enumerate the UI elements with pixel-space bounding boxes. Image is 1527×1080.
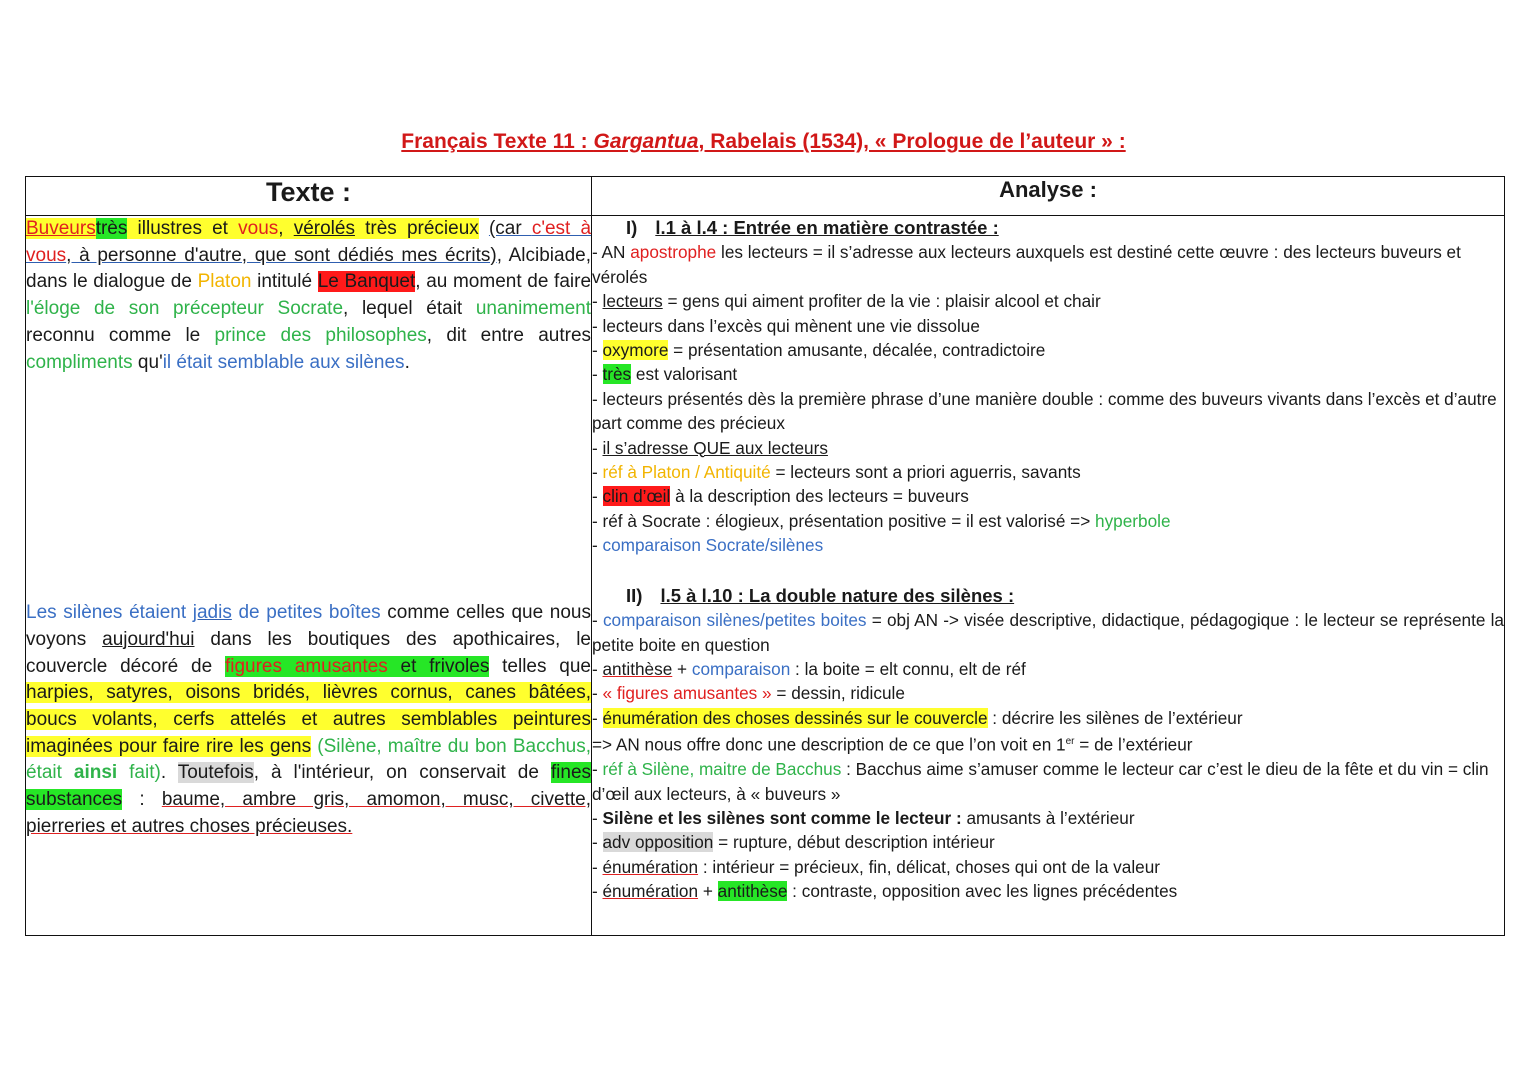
analysis-line: - réf à Platon / Antiquité = lecteurs sont a priori aguerris, savants <box>592 462 1081 483</box>
text-column <box>26 216 592 936</box>
section-spacer <box>592 558 1504 584</box>
analysis-line: => AN nous offre donc une description de ce que l’on voit en 1er = de l’extérieur <box>592 734 1193 755</box>
analysis-line: - lecteurs = gens qui aiment profiter de la vie : plaisir alcool et chair <box>592 291 1101 312</box>
analysis-line: - énumération : intérieur = précieux, fin, délicat, choses qui ont de la valeur <box>592 856 1160 877</box>
table-header-row <box>26 177 1505 216</box>
analysis-line: - Silène et les silènes sont comme le lecteur : amusants à l’extérieur <box>592 808 1135 829</box>
analysis-line: - oxymore = présentation amusante, décalée, contradictoire <box>592 340 1046 361</box>
analysis-line: - comparaison Socrate/silènes <box>592 535 824 556</box>
table-body-row <box>26 216 1505 936</box>
analysis-line: - lecteurs présentés dès la première phrase d’une manière double : comme des buveurs vivants dans l’excès et d’autre part comme des précieux <box>592 388 1497 434</box>
analysis-column-header: Analyse : <box>592 177 1505 216</box>
analysis-line: - clin d’œil à la description des lecteurs = buveurs <box>592 486 969 507</box>
analysis-line: - il s’adresse QUE aux lecteurs <box>592 437 828 458</box>
text-column-header: Texte : <box>26 177 592 216</box>
text-paragraph-1: Buveurstrès illustres et vous, vérolés très précieux (car c'est à vous, à personne d'autre, que sont dédiés mes écrits), Alcibiade, dans le dialogue de Platon intitulé Le Banquet, au moment de faire l'éloge de son précepteur Socrate, lequel était unanimement reconnu comme le prince des philosophes, dit entre autres compliments qu'il était semblable aux silènes. <box>26 218 592 373</box>
analysis-line: - énumération des choses dessinés sur le couvercle : décrire les silènes de l’extérieur <box>592 707 1243 728</box>
analysis-table <box>25 176 1505 936</box>
section-heading-1: I) l.1 à l.4 : Entrée en matière contrastée : <box>626 217 999 238</box>
section-heading-2: II) l.5 à l.10 : La double nature des silènes : <box>626 584 1015 606</box>
text-paragraph-2: Les silènes étaient jadis de petites boîtes comme celles que nous voyons aujourd'hui dans les boutiques des apothicaires, le couvercle décoré de figures amusantes et frivoles telles que harpies, satyres, oisons bridés, lièvres cornus, canes bâtées, boucs volants, cerfs attelés et autres semblables peintures imaginées pour faire rire les gens (Silène, maître du bon Bacchus, était ainsi fait). Toutefois, à l'intérieur, on conservait de fines substances : baume, ambre gris, amomon, musc, civette, pierreries et autres choses précieuses. <box>26 602 592 837</box>
analysis-line: - énumération + antithèse : contraste, opposition avec les lignes précédentes <box>592 881 1178 902</box>
page-title: Français Texte 11 : Gargantua, Rabelais (1534), « Prologue de l’auteur » : <box>401 130 1126 153</box>
analysis-line: - réf à Socrate : élogieux, présentation positive = il est valorisé => hyperbole <box>592 510 1171 531</box>
analysis-column <box>592 216 1505 936</box>
analysis-line: - comparaison silènes/petites boites = obj AN -> visée descriptive, didactique, pédagogique : le lecteur se représente la petite boite en question <box>592 610 1504 655</box>
analysis-line: - réf à Silène, maitre de Bacchus : Bacchus aime s’amuser comme le lecteur car c’est le dieu de la fête et du vin = clin d’œil aux lecteurs, à « buveurs » <box>592 759 1489 804</box>
analysis-line: - lecteurs dans l’excès qui mènent une vie dissolue <box>592 315 980 336</box>
analysis-line: - « figures amusantes » = dessin, ridicule <box>592 683 905 704</box>
analysis-line: - adv opposition = rupture, début description intérieur <box>592 832 995 853</box>
analysis-line: - AN apostrophe les lecteurs = il s’adresse aux lecteurs auxquels est destiné cette œuvre : des lecteurs buveurs et vérolés <box>592 242 1461 287</box>
analysis-line: - très est valorisant <box>592 364 738 385</box>
analysis-line: - antithèse + comparaison : la boite = elt connu, elt de réf <box>592 658 1026 679</box>
